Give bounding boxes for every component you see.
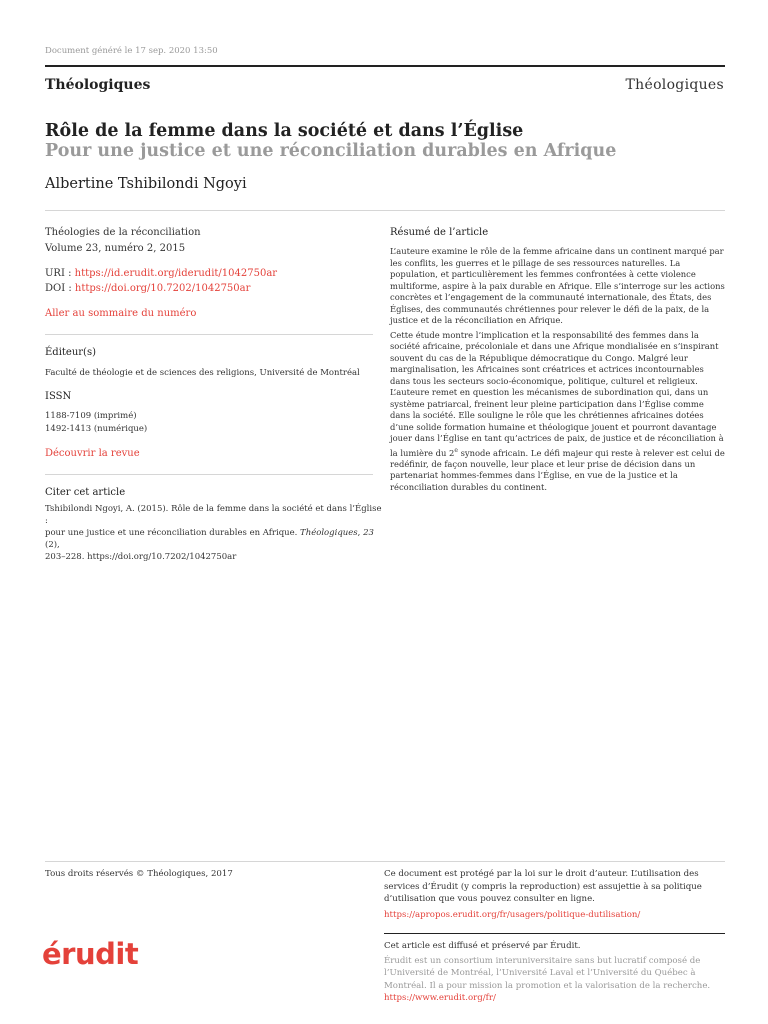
abstract-paragraph: Cette étude montre l’implication et la responsabilité des femmes dans la société africaine, précoloniale et dans une Afrique mondialisée en s’inspirant souvent du cas de la République démocratique du Congo. Malgré leur marginalisation, les Africaines sont créatrices et actrices incontournables dans tous les secteurs socio-économique, politique, culturel et religieux. L’auteure remet en question les mécanismes de subordination qui, dans un système patriarcal, freinent leur pleine participation dans l’Église comme dans la société. Elle souligne le rôle que les chrétiennes africaines dotées d’une solide formation humaine et théologique jouent et pourront davantage jouer dans l’Église en tant qu’actrices de paix, de justice et de réconciliation à la lumière du 2e synode africain. Le défi majeur qui reste à relever est celui de redéfinir, de façon nouvelle, leur place et leur prise de décision dans un partenariat hommes-femmes dans l’Église, en vue de la justice et la réconciliation durables du continent.	[390, 329, 725, 492]
copyright-notice	[384, 868, 724, 921]
citation-line: pour une justice et une réconciliation durables en Afrique. Théologiques, 23 (2),	[45, 528, 374, 550]
article-subtitle: Pour une justice et une réconciliation durables en Afrique	[45, 141, 617, 161]
divider	[45, 210, 725, 211]
copyright-text: Ce document est protégé par la loi sur le droit d’auteur. L’utilisation des services d’Érudit (y compris la reproduction) est assujettie à sa politique d’utilisation que vous pouvez consulter en ligne.	[384, 869, 702, 904]
erudit-logo[interactable]: érudit	[42, 937, 139, 971]
divider	[45, 474, 373, 475]
generated-date: Document généré le 17 sep. 2020 13:50	[45, 46, 218, 56]
divider	[45, 861, 725, 862]
erudit-info	[384, 940, 724, 1005]
erudit-description: Érudit est un consortium interuniversitaire sans but lucratif composé de l’Université de Montréal, l’Université Laval et l’Université du Québec à Montréal. Il a pour mission la promotion et la valorisation de la recherche.	[384, 955, 711, 991]
publisher-label: Éditeur(s)	[45, 347, 96, 358]
policy-link[interactable]: https://apropos.erudit.org/fr/usagers/politique-dutilisation/	[384, 909, 641, 920]
issue-volume: Volume 23, numéro 2, 2015	[45, 243, 186, 254]
divider	[45, 334, 373, 335]
doi-link[interactable]: https://doi.org/10.7202/1042750ar	[74, 283, 251, 294]
article-title: Rôle de la femme dans la société et dans l’Église	[45, 121, 524, 141]
rights-text: Tous droits réservés © Théologiques, 2017	[45, 869, 233, 879]
diffusion-text: Cet article est diffusé et préservé par Érudit.	[384, 941, 581, 951]
citation-line: Tshibilondi Ngoyi, A. (2015). Rôle de la femme dans la société et dans l’Église :	[45, 504, 382, 526]
footer-rule	[384, 933, 725, 934]
citation-volume: 23	[363, 528, 374, 538]
uri-label: URI :	[45, 268, 72, 279]
abstract-paragraph: L’auteure examine le rôle de la femme africaine dans un continent marqué par les conflits, les guerres et le pillage de ses ressources naturelles. La population, et particulièrement les femmes confrontées à cette violence multiforme, aspire à la paix durable en Afrique. Elle s’interroge sur les actions concrètes et l’engagement de la communauté internationale, des États, des Églises, des communautés chrétiennes pour relever le défi de la paix, de la justice et de la réconciliation en Afrique.	[390, 246, 725, 325]
issn-print: 1188-7109 (imprimé)	[45, 411, 137, 421]
journal-name: Théologiques	[45, 77, 151, 93]
abstract-body	[390, 246, 725, 493]
article-author: Albertine Tshibilondi Ngoyi	[45, 176, 247, 192]
publisher-name: Faculté de théologie et de sciences des religions, Université de Montréal	[45, 368, 360, 378]
abstract-label: Résumé de l’article	[390, 227, 489, 238]
issn-label: ISSN	[45, 391, 72, 402]
discover-journal-link[interactable]: Découvrir la revue	[45, 448, 140, 459]
citation-journal: Théologiques	[300, 528, 358, 538]
erudit-link[interactable]: https://www.erudit.org/fr/	[384, 993, 496, 1003]
journal-logo: Théologiques	[625, 77, 724, 93]
doi-label: DOI :	[45, 283, 72, 294]
citation-line: 203–228. https://doi.org/10.7202/1042750ar	[45, 552, 237, 562]
toc-link[interactable]: Aller au sommaire du numéro	[45, 308, 197, 319]
top-rule	[45, 65, 725, 67]
issue-theme: Théologies de la réconciliation	[45, 227, 201, 238]
citation	[45, 503, 385, 563]
doi-line	[45, 283, 250, 294]
cite-label: Citer cet article	[45, 487, 126, 498]
uri-link[interactable]: https://id.erudit.org/iderudit/1042750ar	[74, 268, 278, 279]
issn-digital: 1492-1413 (numérique)	[45, 424, 148, 434]
uri-line	[45, 268, 277, 279]
